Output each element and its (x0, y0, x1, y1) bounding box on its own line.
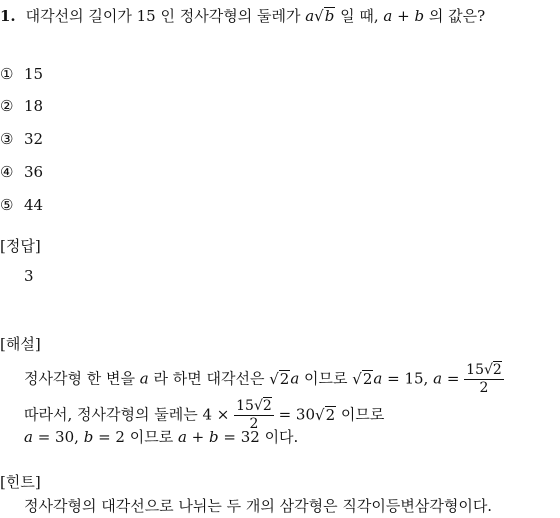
question-text-after: 일 때, (335, 7, 384, 25)
choice-2[interactable] (0, 96, 43, 116)
choice-4[interactable] (0, 162, 43, 182)
choice-mark: ② (0, 97, 14, 115)
choice-mark: ③ (0, 130, 14, 148)
choice-5[interactable] (0, 195, 43, 215)
math-a: a (305, 7, 315, 25)
choice-mark: ⑤ (0, 196, 14, 214)
choice-value: 15 (24, 65, 44, 83)
math-expr: a + b (383, 7, 425, 25)
answer-value: 3 (24, 267, 34, 285)
choice-1[interactable] (0, 64, 43, 84)
question-text-end: 의 값은? (424, 7, 486, 25)
explanation-line-1: 정사각형 한 변을 a 라 하면 대각선은 √2a 이므로 √2a = 15, a = $\frac{15√2}{2}$ (24, 362, 502, 396)
explanation-heading: [해설] (0, 335, 41, 353)
question-text-before: 대각선의 길이가 15 인 정사각형의 둘레가 (25, 7, 306, 25)
sqrt-2: √2 (315, 405, 336, 424)
sqrt-2: √2 (352, 369, 373, 388)
sqrt-2: √2 (269, 369, 290, 388)
fraction: $\frac{15√2}{2}$ (466, 362, 502, 396)
hint-text: 정사각형의 대각선으로 나뉘는 두 개의 삼각형은 직각이등변삼각형이다. (24, 497, 493, 515)
explanation-line-2: 따라서, 정사각형의 둘레는 4 × $\frac{15√2}{2}$ = 30√2 이므로 (24, 398, 385, 432)
choice-value: 32 (24, 130, 44, 148)
fraction: $\frac{15√2}{2}$ (236, 398, 272, 432)
hint-heading: [힌트] (0, 473, 41, 491)
choice-mark: ④ (0, 163, 14, 181)
choice-value: 36 (24, 163, 44, 181)
sqrt-b: √b (314, 7, 335, 25)
answer-heading: [정답] (0, 237, 41, 255)
choice-mark: ① (0, 65, 14, 83)
explanation-line-3: a = 30, b = 2 이므로 a + b = 32 이다. (24, 428, 299, 446)
question-line (0, 6, 485, 26)
choice-3[interactable] (0, 129, 43, 149)
choice-value: 44 (24, 196, 44, 214)
question-number: 1. (0, 7, 16, 25)
choice-value: 18 (24, 97, 44, 115)
